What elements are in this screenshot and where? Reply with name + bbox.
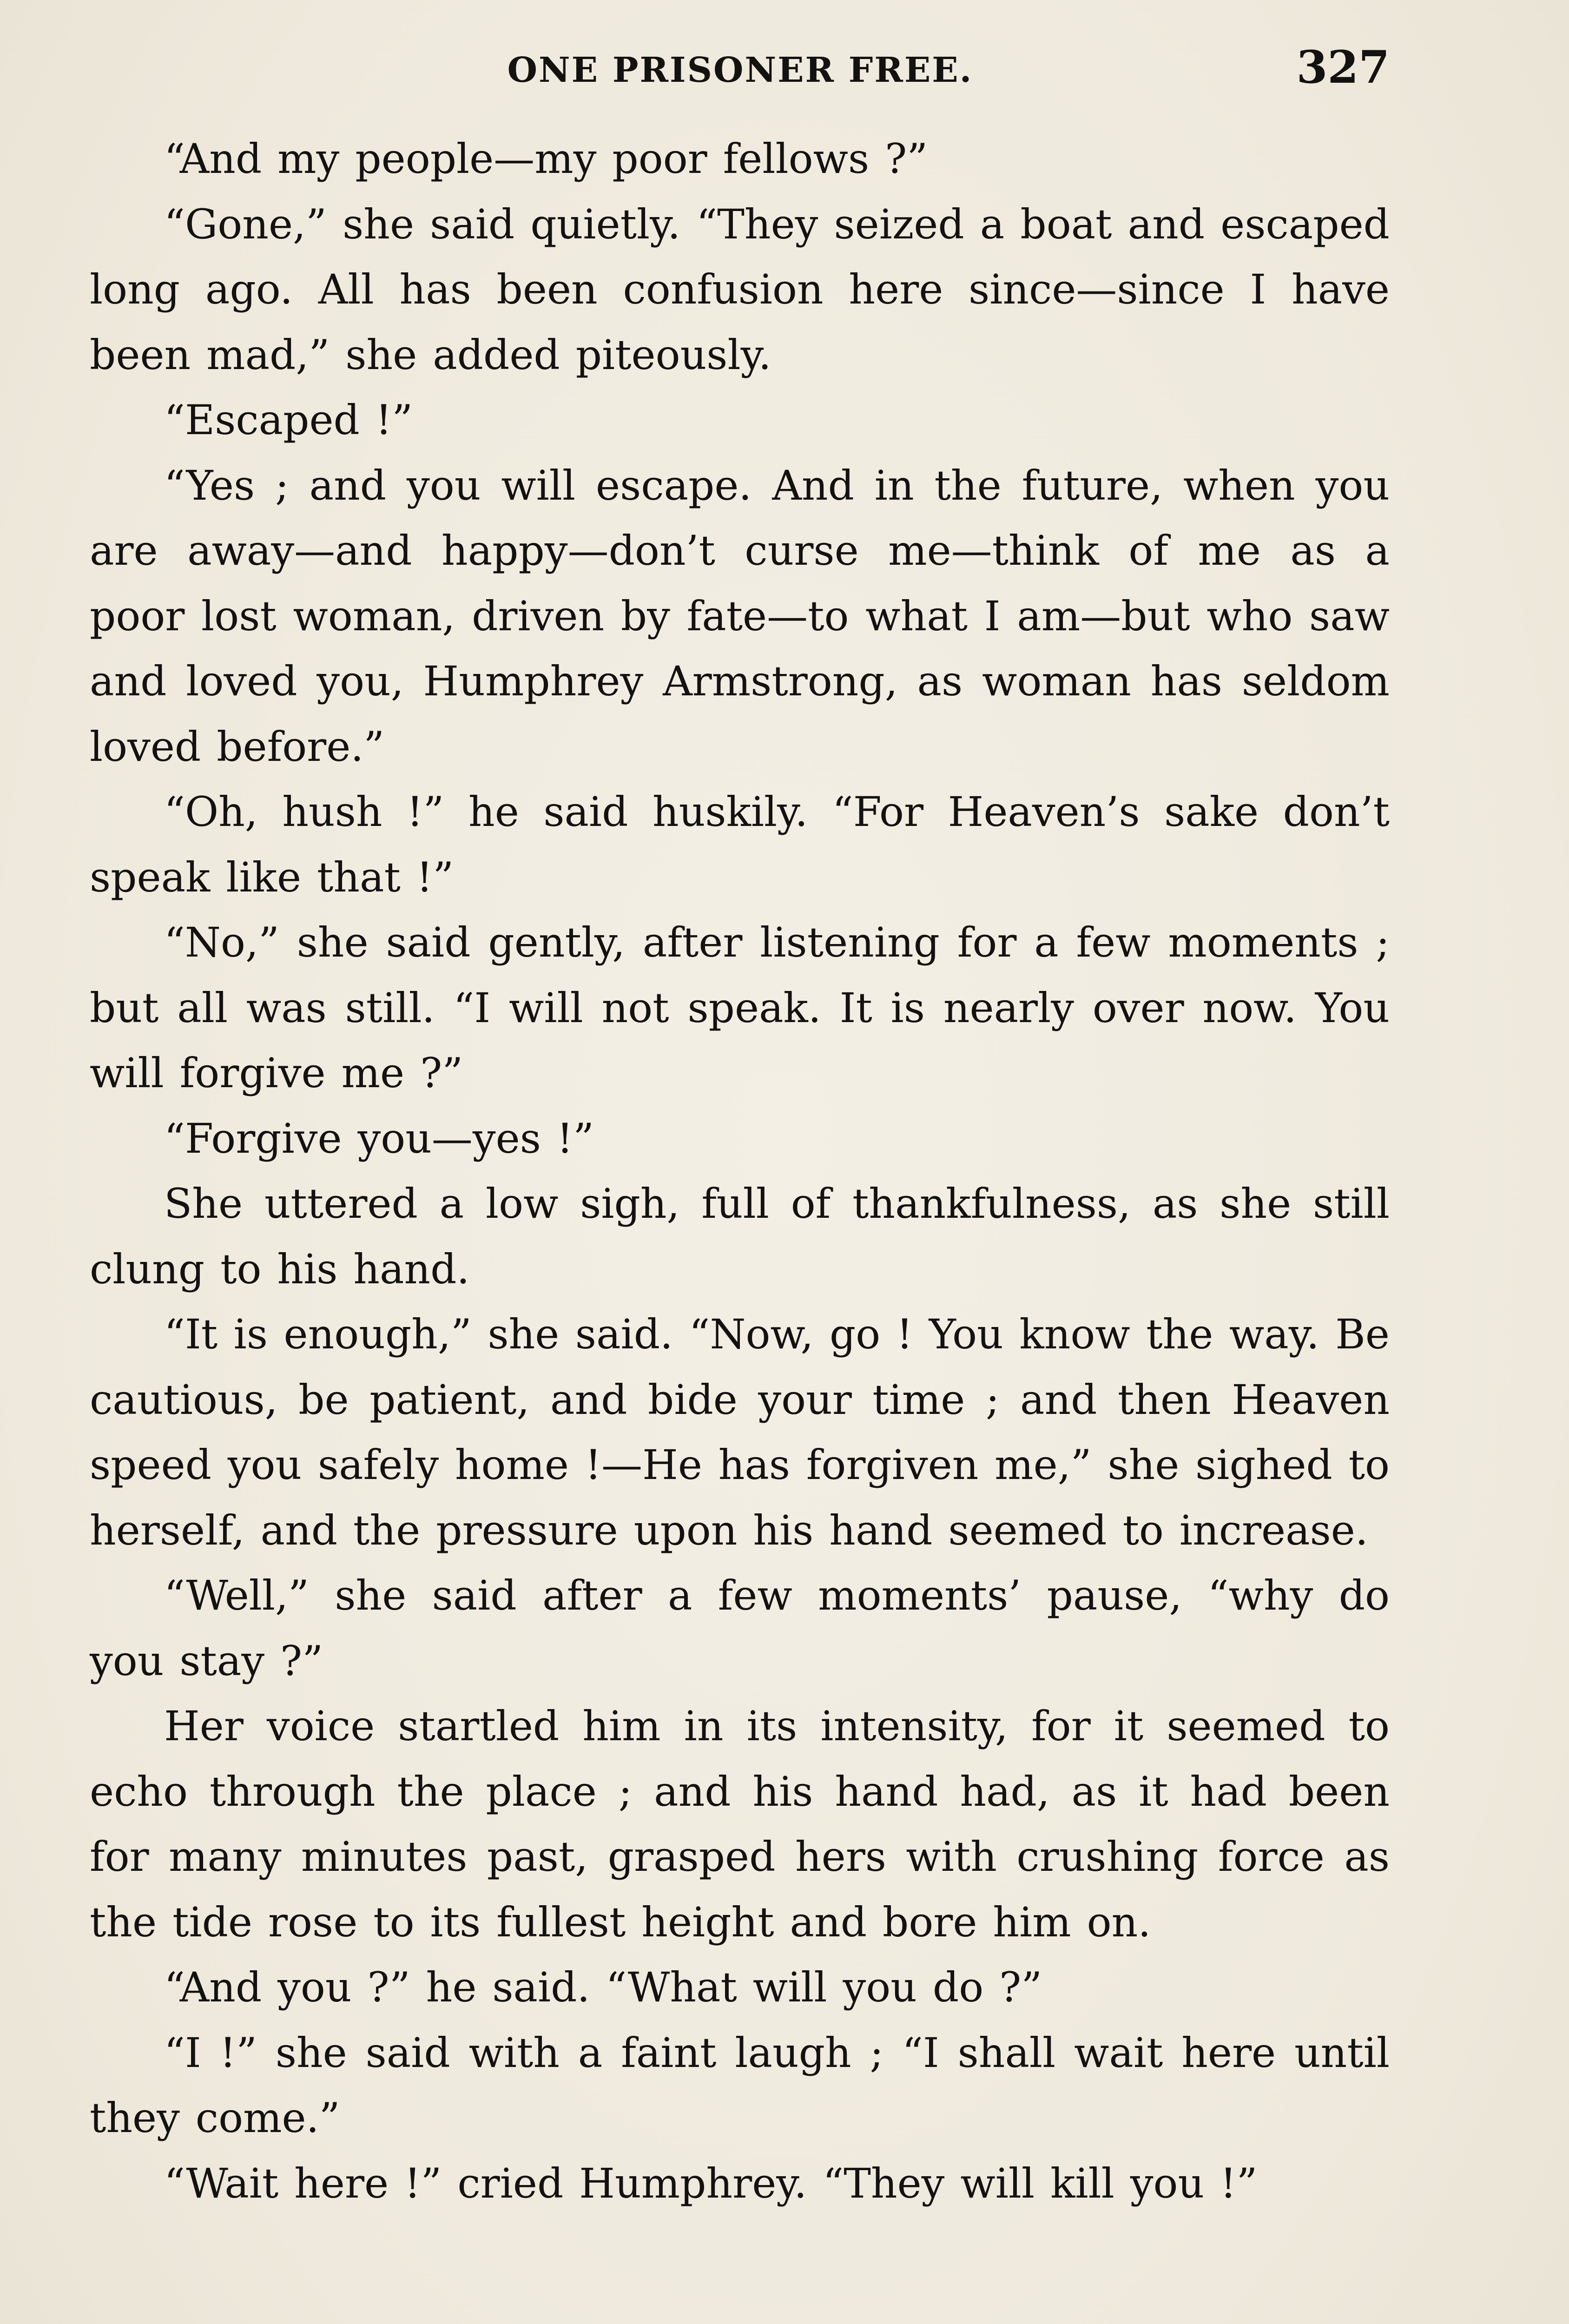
paragraph: “Escaped !” [164, 396, 413, 444]
running-head [91, 36, 1390, 106]
paragraph: “And you ?” he said. “What will you do ?” [164, 1963, 1042, 2011]
running-title: ONE PRISONER FREE. [507, 50, 973, 90]
text-block [90, 126, 1390, 2216]
paragraph: “Oh, hush !” he said huskily. “For Heaven’s sake don’t speak like that !” [90, 788, 1390, 901]
paragraph: “It is enough,” she said. “Now, go ! You know the way. Be cautious, be patient, and bide your time ; and then Heaven speed you safely home !—He has forgiven me,” she sighed to herself, and the pressure upon his hand seemed to increase. [90, 1310, 1390, 1554]
paragraph: “I !” she said with a faint laugh ; “I shall wait here until they come.” [90, 2028, 1390, 2142]
page-number: 327 [1296, 41, 1390, 93]
paragraph: She uttered a low sigh, full of thankfulness, as she still clung to his hand. [90, 1180, 1390, 1293]
paragraph: “Wait here !” cried Humphrey. “They will kill you !” [164, 2159, 1258, 2207]
paragraph: “No,” she said gently, after listening for a few moments ; but all was still. “I will not speak. It is nearly over now. You will forgive me ?” [90, 918, 1390, 1097]
paragraph: “Gone,” she said quietly. “They seized a boat and escaped long ago. All has been confusion here since—since I have been mad,” she added piteously. [90, 200, 1390, 379]
paragraph: “Well,” she said after a few moments’ pause, “why do you stay ?” [90, 1571, 1390, 1685]
paragraph: “And my people—my poor fellows ?” [164, 135, 928, 183]
paragraph: “Yes ; and you will escape. And in the future, when you are away—and happy—don’t curse me—think of me as a poor lost woman, driven by fate—to what I am—but who saw and loved you, Humphrey Armstrong, as woman has seldom loved before.” [90, 461, 1390, 771]
paragraph: “Forgive you—yes !” [164, 1114, 594, 1162]
paragraph: Her voice startled him in its intensity, for it seemed to echo through the place ; and his hand had, as it had been for many minutes past, grasped hers with crushing force as the tide rose to its fullest height and bore him on. [90, 1702, 1390, 1946]
